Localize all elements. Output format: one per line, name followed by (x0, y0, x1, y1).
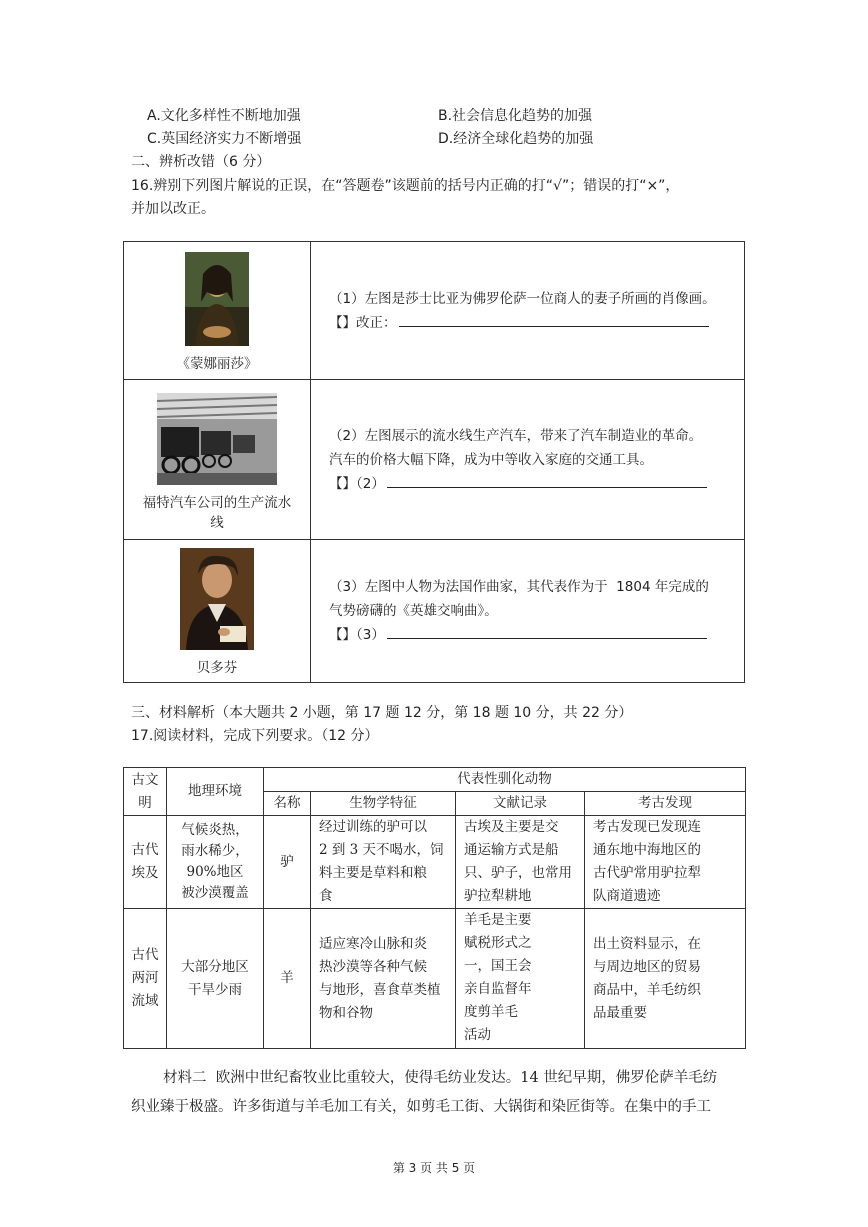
cell-text: 气候炎热， (181, 822, 249, 838)
cell-civ (124, 816, 167, 909)
cell-text: 通运输方式是船 (464, 842, 559, 858)
cell-text: 只、驴子，也常用 (464, 865, 572, 881)
q16-line1: 16.辨别下列图片解说的正误，在“答题卷”该题前的括号内正确的打“√”；错误的打“×”， (131, 178, 680, 194)
cell-text: 活动 (464, 1027, 491, 1043)
q16-text-2b: 汽车的价格大幅下降，成为中等收入家庭的交通工具。 (329, 451, 653, 468)
cell-text: 赋税形式之 (464, 935, 532, 951)
q17-table (123, 767, 746, 1049)
header-doc: 文献记录 (456, 792, 585, 816)
cell-doc (456, 909, 585, 1049)
q16-text-3: （3）左图中人物为法国作曲家，其代表作为于 1804 年完成的 (329, 579, 709, 595)
cell-geo (167, 816, 264, 909)
material2-line2: 织业臻于极盛。许多街道与羊毛加工有关，如剪毛工街、大锅街和染匠街等。在集中的手工 (131, 1099, 711, 1115)
q16-row-2 (124, 380, 745, 540)
cell-doc (456, 816, 585, 909)
cell-text: 大部分地区 (181, 958, 249, 975)
option-d: D.经济全球化趋势的加强 (438, 131, 594, 147)
cell-arch (585, 816, 746, 909)
cell-text: 热沙漠等各种气候 (319, 958, 427, 975)
answer-blank-3[interactable] (387, 628, 707, 639)
header-name: 名称 (264, 792, 311, 816)
section3-title: 三、材料解析（本大题共 2 小题，第 17 题 12 分，第 18 题 10 分，共 22 分） (131, 705, 633, 721)
q16-answer-row-1 (329, 311, 744, 335)
q16-image-cell (124, 380, 311, 540)
q16-caption-2b: 线 (210, 514, 224, 531)
option-a: A.文化多样性不断地加强 (147, 108, 301, 124)
cell-text: 古代 (131, 842, 159, 858)
cell-text: 2 到 3 天不喝水，饲 (319, 842, 444, 858)
cell-text: 干旱少雨 (188, 981, 242, 998)
cell-name: 羊 (264, 909, 311, 1049)
cell-text: 古埃及主要是交 (464, 819, 559, 835)
cell-text: 队商道遗迹 (593, 888, 661, 904)
cell-text: 与地形，喜食草类植 (319, 981, 441, 998)
material2-line1: 材料二 欧洲中世纪畜牧业比重较大，使得毛纺业发达。14 世纪早期，佛罗伦萨羊毛纺 (163, 1070, 718, 1086)
cell-text: 埃及 (131, 865, 159, 881)
cell-text: 出土资料显示，在 (593, 935, 701, 952)
cell-text: 雨水稀少， (181, 843, 249, 859)
q16-caption-2: 福特汽车公司的生产流水 (142, 494, 292, 511)
q16-table (123, 241, 745, 683)
header-civ-1: 古文 (131, 771, 159, 788)
cell-text: 通东地中海地区的 (593, 842, 701, 858)
q16-caption-1: 《蒙娜丽莎》 (176, 355, 258, 372)
beethoven-portrait-image (180, 548, 254, 650)
cell-name: 驴 (264, 816, 311, 909)
q16-caption-3: 贝多芬 (196, 660, 238, 676)
header-arch: 考古发现 (585, 792, 746, 816)
cell-text: 料主要是草料和粮 (319, 865, 427, 881)
mona-lisa-image (185, 252, 249, 346)
cell-text: 食 (319, 888, 333, 904)
q16-text-2: （2）左图展示的流水线生产汽车，带来了汽车制造业的革命。 (329, 427, 703, 444)
answer-blank-1[interactable] (399, 316, 709, 327)
cell-bio (311, 816, 456, 909)
t17-header-row (124, 768, 746, 792)
option-c: C.英国经济实力不断增强 (147, 131, 302, 147)
q16-image-cell (124, 540, 311, 683)
cell-text: 古代 (131, 947, 159, 963)
q16-text-1: （1）左图是莎士比亚为佛罗伦萨一位商人的妻子所画的肖像画。 (329, 290, 716, 307)
q16-answer-label-3: 【】（3） (329, 627, 385, 643)
header-civ (124, 768, 167, 816)
cell-text: 被沙漠覆盖 (181, 885, 249, 901)
cell-text: 羊毛是主要 (464, 912, 532, 928)
section2-title: 二、辨析改错（6 分） (131, 154, 271, 170)
cell-text: 古代驴常用驴拉犁 (593, 865, 701, 881)
cell-text: 一，国王会 (464, 958, 532, 974)
cell-text: 考古发现已发现连 (593, 819, 701, 835)
header-animals: 代表性驯化动物 (264, 768, 746, 792)
cell-text: 适应寒冷山脉和炎 (319, 935, 427, 952)
answer-blank-2[interactable] (387, 477, 707, 488)
cell-text: 物和谷物 (319, 1004, 373, 1021)
cell-text: 亲自监督年 (464, 981, 532, 997)
q16-answer-label-1: 【】改正： (329, 314, 397, 331)
cell-text: 品最重要 (593, 1004, 647, 1021)
table-row (124, 909, 746, 1049)
q16-text-cell (311, 540, 745, 683)
q16-text-3b: 气势磅礴的《英雄交响曲》。 (329, 603, 498, 619)
table-row (124, 816, 746, 909)
cell-text: 度剪羊毛 (464, 1004, 518, 1020)
cell-civ (124, 909, 167, 1049)
option-b: B.社会信息化趋势的加强 (438, 108, 593, 124)
cell-bio (311, 909, 456, 1049)
q16-text-cell (311, 242, 745, 380)
ford-assembly-line-image (157, 393, 277, 485)
page-footer: 第 3 页 共 5 页 (392, 1161, 476, 1175)
cell-text: 与周边地区的贸易 (593, 958, 701, 975)
q16-row-1 (124, 242, 745, 380)
q16-answer-label-2: 【】（2） (329, 475, 385, 492)
header-geo: 地理环境 (167, 768, 264, 816)
q17-prompt: 17.阅读材料，完成下列要求。（12 分） (131, 728, 379, 744)
cell-text: 商品中，羊毛纺织 (593, 981, 701, 998)
cell-text: 两河 (131, 970, 159, 986)
q16-line2: 并加以改正。 (131, 201, 215, 217)
cell-geo (167, 909, 264, 1049)
cell-text: 经过训练的驴可以 (319, 819, 427, 835)
cell-text: 90%地区 (186, 864, 244, 880)
cell-text: 驴拉犁耕地 (464, 888, 532, 904)
q16-text-cell (311, 380, 745, 540)
header-civ-2: 明 (138, 794, 152, 811)
header-bio: 生物学特征 (311, 792, 456, 816)
cell-text: 流域 (131, 993, 159, 1009)
q16-image-cell (124, 242, 311, 380)
q16-answer-row-3 (329, 623, 744, 647)
cell-arch (585, 909, 746, 1049)
q16-row-3 (124, 540, 745, 683)
q16-answer-row-2 (329, 472, 744, 496)
